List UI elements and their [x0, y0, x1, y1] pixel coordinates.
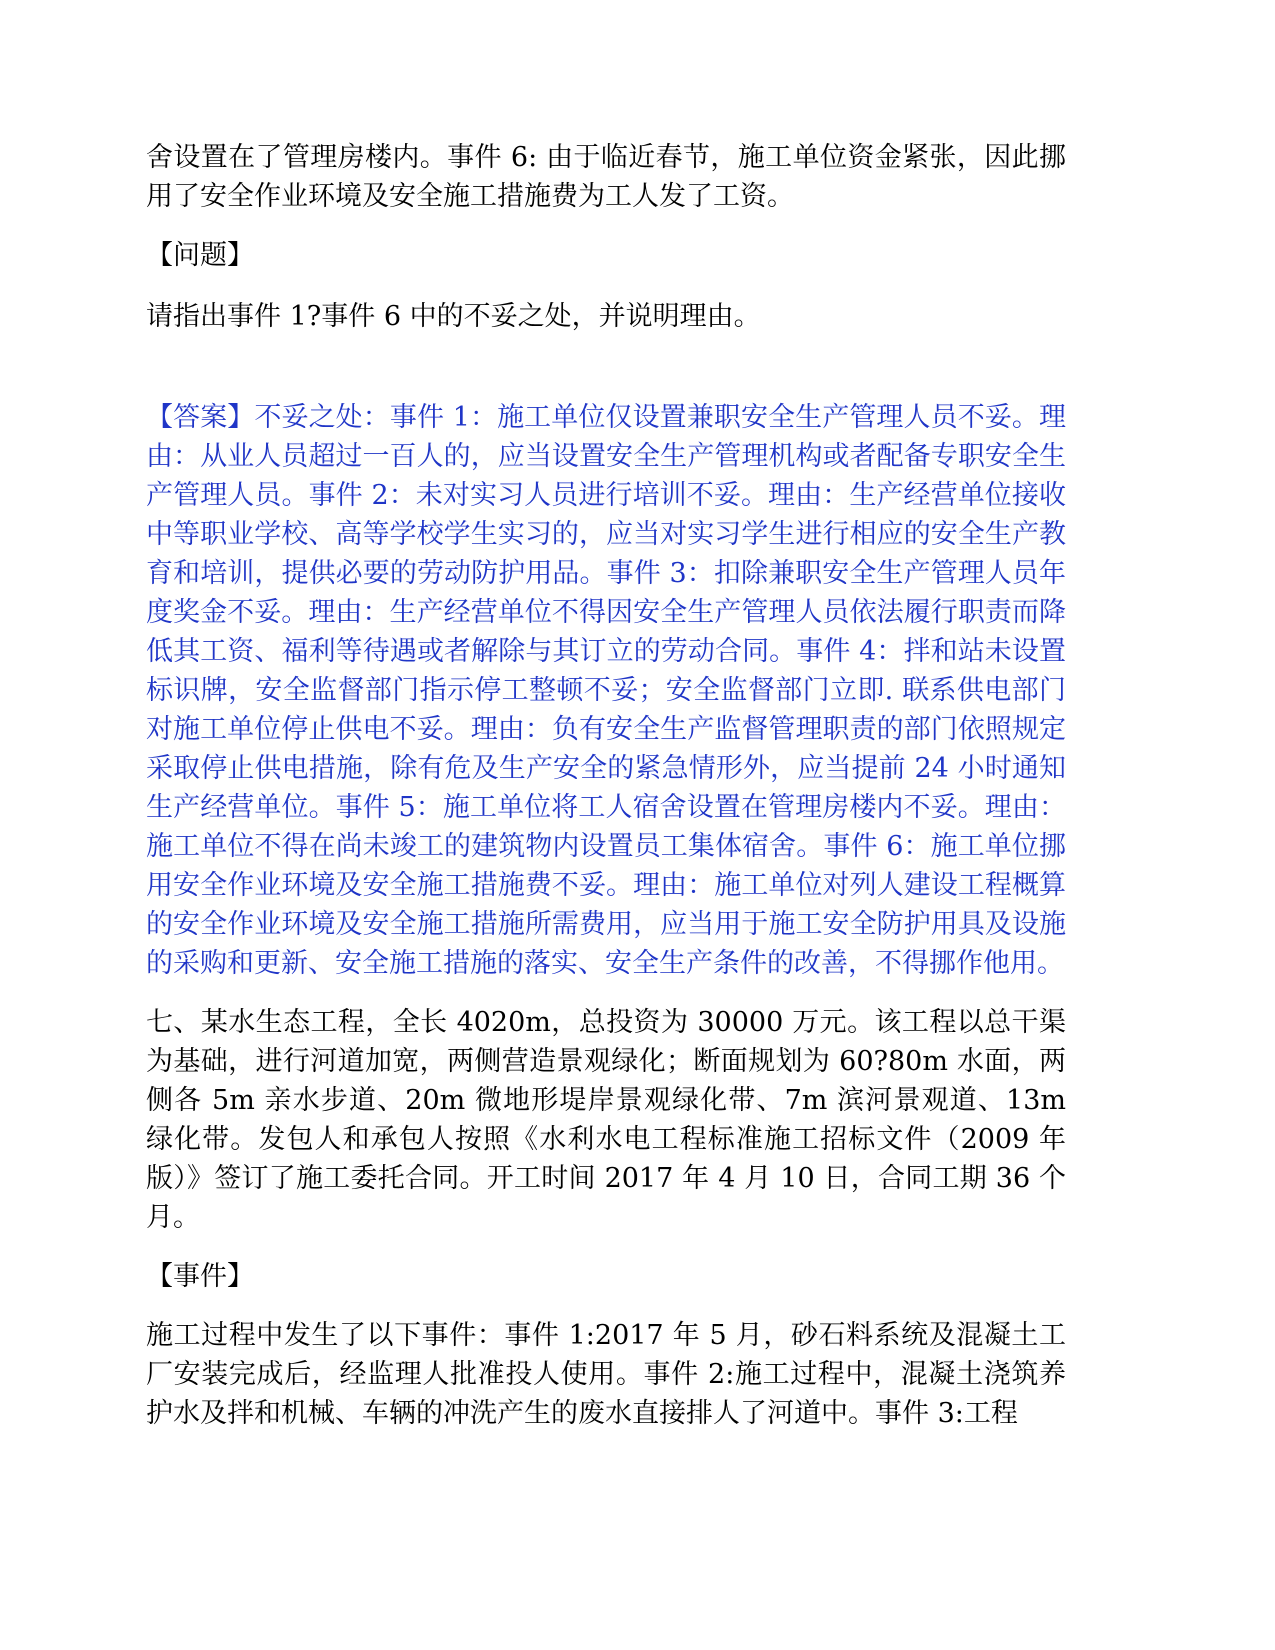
question-heading: 【问题】 [146, 240, 254, 271]
section-seven-paragraph: 七、某水生态工程，全长 4020m，总投资为 30000 万元。该工程以总干渠为基础，进行河道加宽，两侧营造景观绿化；断面规划为 60?80m 水面，两侧各 5m 亲水步道、20m 微地形堤岸景观绿化带、7m 滨河景观道、13m 绿化带。发包人和承包人按照《水利水电工程标准施工招标文件（2009 年版）》签订了施工委托合同。开工时间 2017 年 4 月 10 日，合同工期 36 个月。 [146, 1007, 1066, 1233]
question-paragraph: 请指出事件 1?事件 6 中的不妥之处，并说明理由。 [146, 301, 761, 332]
events-paragraph: 施工过程中发生了以下事件：事件 1:2017 年 5 月，砂石料系统及混凝土工厂安装完成后，经监理人批准投人使用。事件 2:施工过程中，混凝土浇筑养护水及拌和机械、车辆的冲洗产生的废水直接排人了河道中。事件 3:工程 [146, 1320, 1066, 1429]
answer-paragraph: 【答案】不妥之处：事件 1：施工单位仅设置兼职安全生产管理人员不妥。理由：从业人员超过一百人的，应当设置安全生产管理机构或者配备专职安全生产管理人员。事件 2：未对实习人员进行培训不妥。理由：生产经营单位接收中等职业学校、高等学校学生实习的，应当对实习学生进行相应的安全生产教育和培训，提供必要的劳动防护用品。事件 3：扣除兼职安全生产管理人员年度奖金不妥。理由：生产经营单位不得因安全生产管理人员依法履行职责而降低其工资、福利等待遇或者解除与其订立的劳动合同。事件 4：拌和站未设置标识牌，安全监督部门指示停工整顿不妥；安全监督部门立即. 联系供电部门对施工单位停止供电不妥。理由：负有安全生产监督管理职责的部门依照规定采取停止供电措施，除有危及生产安全的紧急情形外，应当提前 24 小时通知生产经营单位。事件 5：施工单位将工人宿舍设置在管理房楼内不妥。理由：施工单位不得在尚未竣工的建筑物内设置员工集体宿舍。事件 6：施工单位挪用安全作业环境及安全施工措施费不妥。理由：施工单位对列人建设工程概算的安全作业环境及安全施工措施所需费用，应当用于施工安全防护用具及设施的采购和更新、安全施工措施的落实、安全生产条件的改善，不得挪作他用。 [146, 402, 1066, 979]
intro-paragraph: 舍设置在了管理房楼内。事件 6: 由于临近春节，施工单位资金紧张，因此挪用了安全作业环境及安全施工措施费为工人发了工资。 [146, 142, 1066, 212]
document-page [146, 138, 1066, 1433]
events-heading: 【事件】 [146, 1261, 254, 1292]
